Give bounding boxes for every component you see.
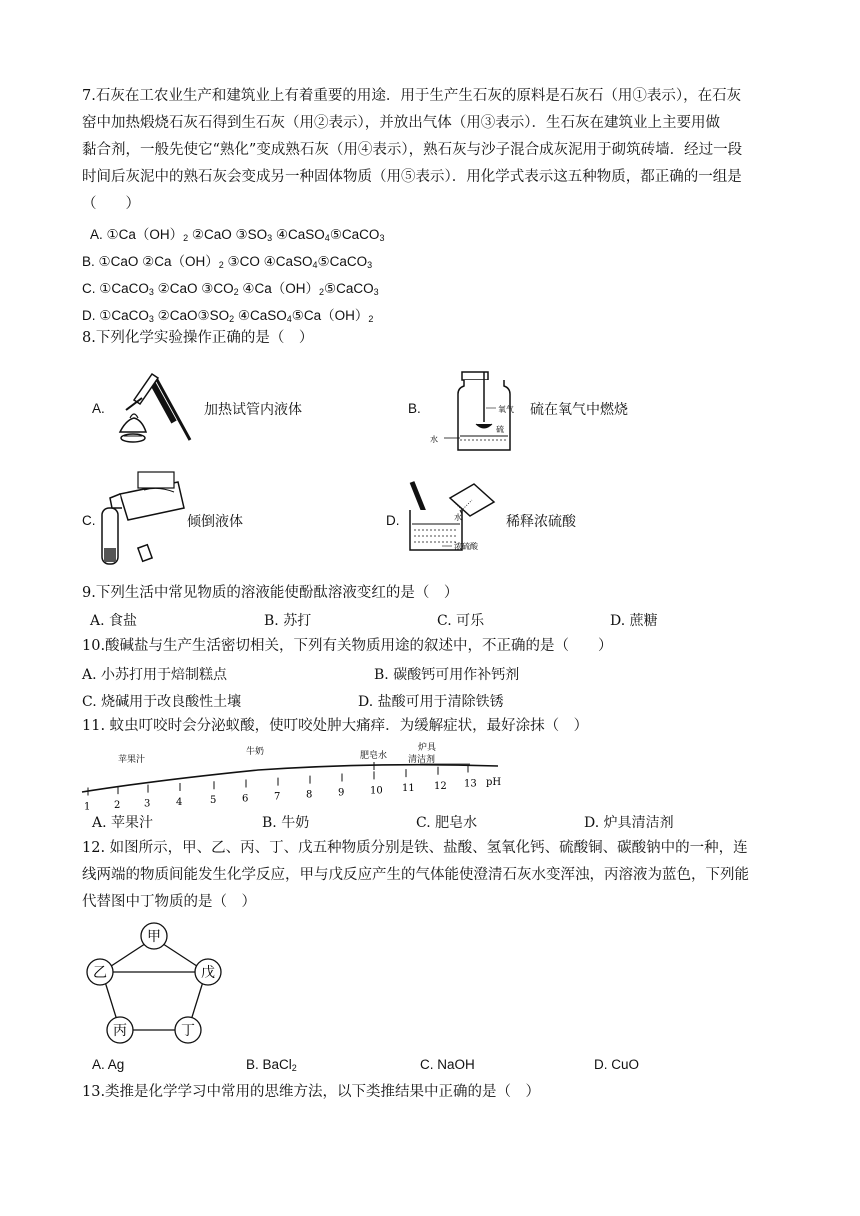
- svg-text:戊: 戊: [201, 965, 215, 981]
- q7-option-a: A. $①Ca(OH)_2$ ②CaO $③SO_3$ ④CaSO$_4$⑤CaCO$_3$: [90, 227, 385, 243]
- q7-option-b: B. ①CaO $②Ca(OH)_2$ ③CO ④CaSO$_4$⑤CaCO$_3$: [82, 254, 373, 270]
- q8-option-b-letter: B.: [408, 401, 421, 416]
- ph-ticks: [84, 765, 501, 810]
- q11-stem: 11. 蚊虫叮咬时会分泌蚁酸，使叮咬处肿大痛痒．为缓解症状，最好涂抹（ ）: [82, 718, 589, 734]
- q8-option-c-caption: 倾倒液体: [187, 514, 243, 530]
- ph-tick-label: 5: [210, 795, 217, 807]
- ph-tick-label: 7: [274, 791, 281, 803]
- q11-option-a: A. 苹果汁: [92, 815, 154, 831]
- svg-text:乙: 乙: [93, 965, 107, 981]
- ph-tick-label: pH: [486, 776, 502, 788]
- ph-tick-label: 13: [464, 778, 477, 790]
- q10-option-b: B. 碳酸钙可用作补钙剂: [374, 667, 520, 683]
- q12-option-b: B. BaCl$_2$: [246, 1057, 297, 1073]
- cleaner-label: 清洁剂: [408, 755, 436, 765]
- q12-line-2: 线两端的物质间能发生化学反应，甲与戊反应产生的气体能使澄清石灰水变浑浊，丙溶液为蓝色，下列能: [82, 867, 749, 883]
- ph-tick-label: 12: [434, 780, 447, 792]
- q9-option-c: C. 可乐: [437, 613, 485, 629]
- water-label-b: 水: [430, 435, 438, 444]
- diluting-acid-figure: [402, 480, 502, 560]
- ph-tick-label: 2: [114, 800, 121, 810]
- ph-scale-figure: [78, 740, 508, 810]
- q10-option-a: A. 小苏打用于焙制糕点: [82, 667, 228, 683]
- q7-line-3: 黏合剂，一般先使它“熟化”变成熟石灰（用④表示），熟石灰与沙子混合成灰泥用于砌筑砖墙．经过一段: [82, 142, 743, 158]
- q7-line-4: 时间后灰泥中的熟石灰会变成另一种固体物质（用⑤表示）．用化学式表示这五种物质，都正确的一组是: [82, 169, 742, 185]
- svg-text:甲: 甲: [147, 929, 161, 945]
- soap-water-label: 肥皂水: [360, 751, 388, 761]
- ph-tick-label: 11: [402, 783, 415, 795]
- apple-juice-label: 苹果汁: [118, 755, 146, 765]
- ph-tick-label: 3: [144, 798, 151, 810]
- q8-option-a-caption: 加热试管内液体: [204, 402, 302, 418]
- q10-option-c: C. 烧碱用于改良酸性土壤: [82, 694, 242, 710]
- ph-tick-label: 8: [306, 789, 313, 801]
- q7-line-2: 窑中加热煅烧石灰石得到生石灰（用②表示），并放出气体（用③表示）．生石灰在建筑业上主要用做: [82, 115, 720, 131]
- sulfur-burning-bottle-figure: [424, 370, 524, 456]
- node-yi: [87, 959, 113, 985]
- q11-option-b: B. 牛奶: [262, 815, 310, 831]
- q8-option-b-caption: 硫在氧气中燃烧: [530, 402, 628, 418]
- stove-label: 炉具: [418, 743, 437, 753]
- q7-line-1: 7.石灰在工农业生产和建筑业上有着重要的用途．用于生产生石灰的原料是石灰石（用①表示），在石灰: [82, 88, 742, 104]
- q12-line-3: 代替图中丁物质的是（ ）: [82, 894, 256, 910]
- q12-option-a: A. Ag: [92, 1057, 125, 1072]
- ph-tick-label: 9: [338, 787, 345, 799]
- node-wu: [195, 959, 221, 985]
- q12-option-d: D. CuO: [594, 1057, 640, 1072]
- q7-option-c: C. ①CaCO$_3$ ②CaO $③CO_2$ $④Ca(OH)_2⑤CaCO_3$: [82, 281, 379, 297]
- node-bing: [107, 1017, 133, 1043]
- pentagon-reaction-diagram: [82, 920, 232, 1050]
- q8-option-d-letter: D.: [386, 513, 400, 528]
- sulfur-label: 硫: [496, 425, 504, 434]
- q11-option-d: D. 炉具清洁剂: [584, 815, 674, 831]
- q13-stem: 13.类推是化学学习中常用的思维方法，以下类推结果中正确的是（ ）: [82, 1084, 541, 1100]
- q8-option-d-caption: 稀释浓硫酸: [506, 514, 576, 530]
- q9-option-d: D. 蔗糖: [610, 613, 658, 629]
- svg-text:丙: 丙: [113, 1023, 127, 1039]
- oxygen-label: 氧气: [498, 405, 514, 414]
- q11-option-c: C. 肥皂水: [416, 815, 478, 831]
- q10-option-d: D. 盐酸可用于清除铁锈: [358, 694, 504, 710]
- pouring-liquid-figure: [98, 468, 190, 568]
- q12-line-1: 12. 如图所示，甲、乙、丙、丁、戊五种物质分别是铁、盐酸、氢氧化钙、硫酸铜、碳酸钠中的一种，连: [82, 840, 748, 856]
- q7-line-5: （ ）: [82, 196, 140, 212]
- node-ding: [175, 1017, 201, 1043]
- q8-stem: 8.下列化学实验操作正确的是（ ）: [82, 330, 314, 346]
- q9-option-a: A. 食盐: [90, 613, 138, 629]
- ph-tick-label: 10: [370, 785, 383, 797]
- q9-option-b: B. 苏打: [264, 613, 312, 629]
- heating-test-tube-figure: [112, 362, 202, 450]
- q8-option-a-letter: A.: [92, 401, 105, 416]
- ph-tick-label: 6: [242, 793, 249, 805]
- svg-text:丁: 丁: [181, 1023, 195, 1039]
- node-jia: [141, 923, 167, 949]
- acid-label: 浓硫酸: [454, 542, 478, 551]
- ph-tick-label: 1: [84, 801, 91, 810]
- water-label-d: 水: [454, 513, 462, 522]
- ph-tick-label: 4: [176, 797, 183, 809]
- q7-option-d: D. ①CaCO$_3$ $②CaO③SO_2$ $④CaSO_4⑤Ca(OH)_2$: [82, 308, 374, 324]
- milk-label: 牛奶: [246, 747, 265, 757]
- q9-stem: 9.下列生活中常见物质的溶液能使酚酞溶液变红的是（ ）: [82, 585, 459, 601]
- q10-stem: 10.酸碱盐与生产生活密切相关，下列有关物质用途的叙述中，不正确的是（ ）: [82, 638, 613, 654]
- q8-option-c-letter: C.: [82, 513, 96, 528]
- q12-option-c: C. NaOH: [420, 1057, 475, 1072]
